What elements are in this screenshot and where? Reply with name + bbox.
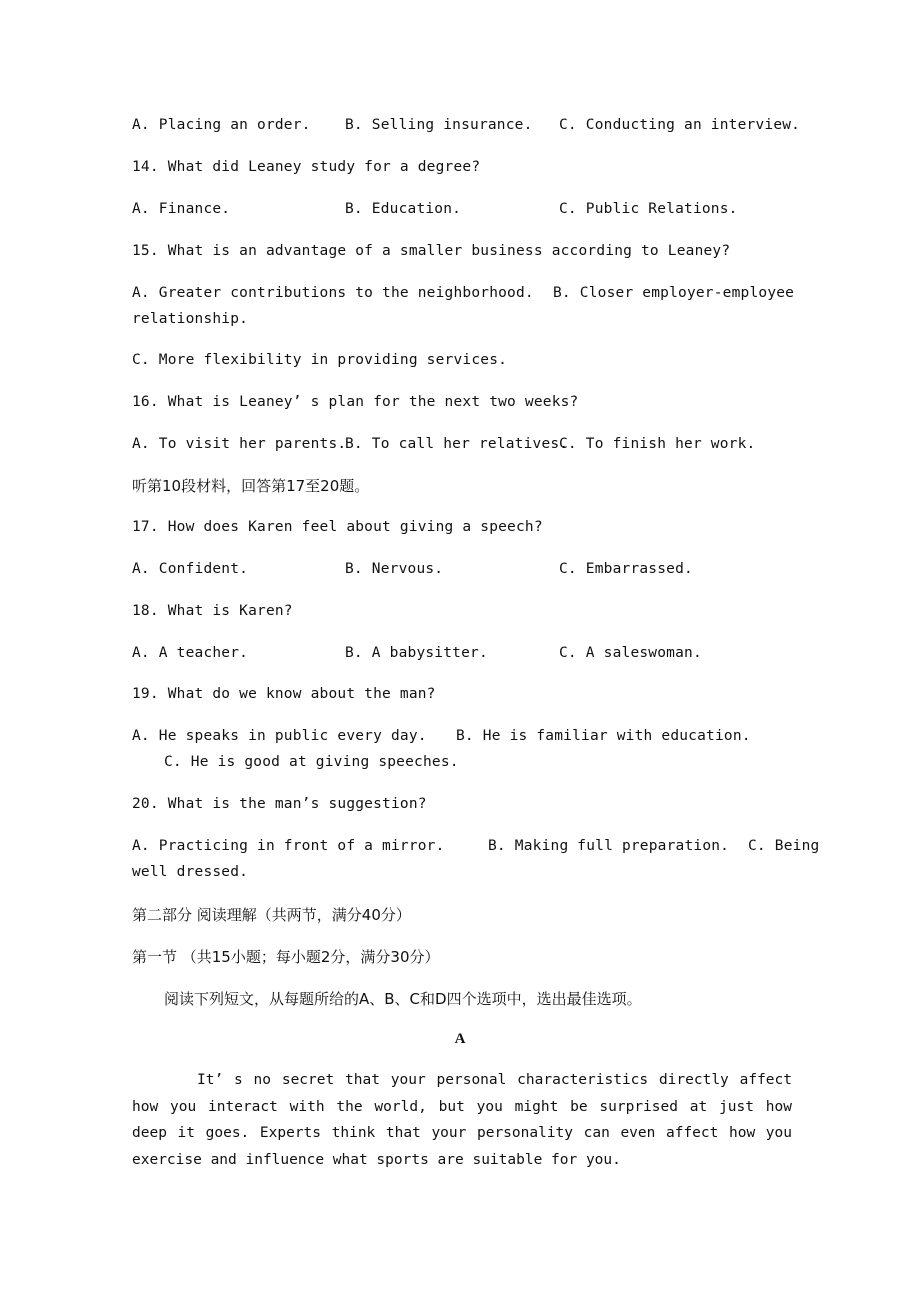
- q15-option-b: B. Closer employer-employee: [553, 285, 795, 301]
- q13-option-c: C. Conducting an interview.: [559, 117, 801, 133]
- q18-option-a: A. A teacher.: [132, 645, 249, 661]
- q16-option-c: C. To finish her work.: [559, 436, 756, 452]
- part-2-heading: 第二部分 阅读理解（共两节，满分40分）: [132, 906, 411, 924]
- q20-question: 20. What is the man’s suggestion?: [132, 796, 427, 812]
- q15-option-a: A. Greater contributions to the neighborhood.: [132, 285, 534, 301]
- q14-option-c: C. Public Relations.: [559, 201, 738, 217]
- q13-option-b: B. Selling insurance.: [345, 117, 533, 133]
- q18-option-b: B. A babysitter.: [345, 645, 488, 661]
- q18-option-c: C. A saleswoman.: [559, 645, 702, 661]
- q17-question: 17. How does Karen feel about giving a speech?: [132, 519, 543, 535]
- q19-option-a: A. He speaks in public every day.: [132, 728, 427, 744]
- q15-option-b-continued: relationship.: [132, 311, 249, 327]
- q16-option-b: B. To call her relatives.: [345, 436, 569, 452]
- q20-option-c-continued: well dressed.: [132, 864, 249, 880]
- q18-question: 18. What is Karen?: [132, 603, 293, 619]
- q14-option-a: A. Finance.: [132, 201, 231, 217]
- passage-text: It’ s no secret that your personal characteristics directly affect how you interact with the world, but you might be surprised at just how deep it goes. Experts think that your personality can even affect how you exercise and influence what sports are suitable for you.: [132, 1072, 792, 1168]
- q15-question: 15. What is an advantage of a smaller business according to Leaney?: [132, 243, 731, 259]
- q19-option-b: B. He is familiar with education.: [456, 728, 751, 744]
- passage-title: A: [454, 1031, 466, 1047]
- q14-question: 14. What did Leaney study for a degree?: [132, 159, 481, 175]
- q19-option-c: C. He is good at giving speeches.: [164, 754, 459, 770]
- q19-question: 19. What do we know about the man?: [132, 686, 436, 702]
- q20-option-a: A. Practicing in front of a mirror.: [132, 838, 445, 854]
- q14-option-b: B. Education.: [345, 201, 462, 217]
- reading-instruction: 阅读下列短文，从每题所给的A、B、C和D四个选项中，选出最佳选项。: [164, 990, 642, 1008]
- q20-option-b: B. Making full preparation.: [488, 838, 730, 854]
- part-2-section-1-heading: 第一节 （共15小题；每小题2分，满分30分）: [132, 948, 440, 966]
- q17-option-b: B. Nervous.: [345, 561, 444, 577]
- q13-option-a: A. Placing an order.: [132, 117, 311, 133]
- q15-option-c: C. More flexibility in providing services.: [132, 352, 508, 368]
- q16-option-a: A. To visit her parents.: [132, 436, 347, 452]
- q17-option-a: A. Confident.: [132, 561, 249, 577]
- q20-option-c: C. Being: [748, 838, 820, 854]
- q17-option-c: C. Embarrassed.: [559, 561, 693, 577]
- section-10-instruction: 听第10段材料，回答第17至20题。: [132, 477, 370, 495]
- q16-question: 16. What is Leaney’ s plan for the next two weeks?: [132, 394, 579, 410]
